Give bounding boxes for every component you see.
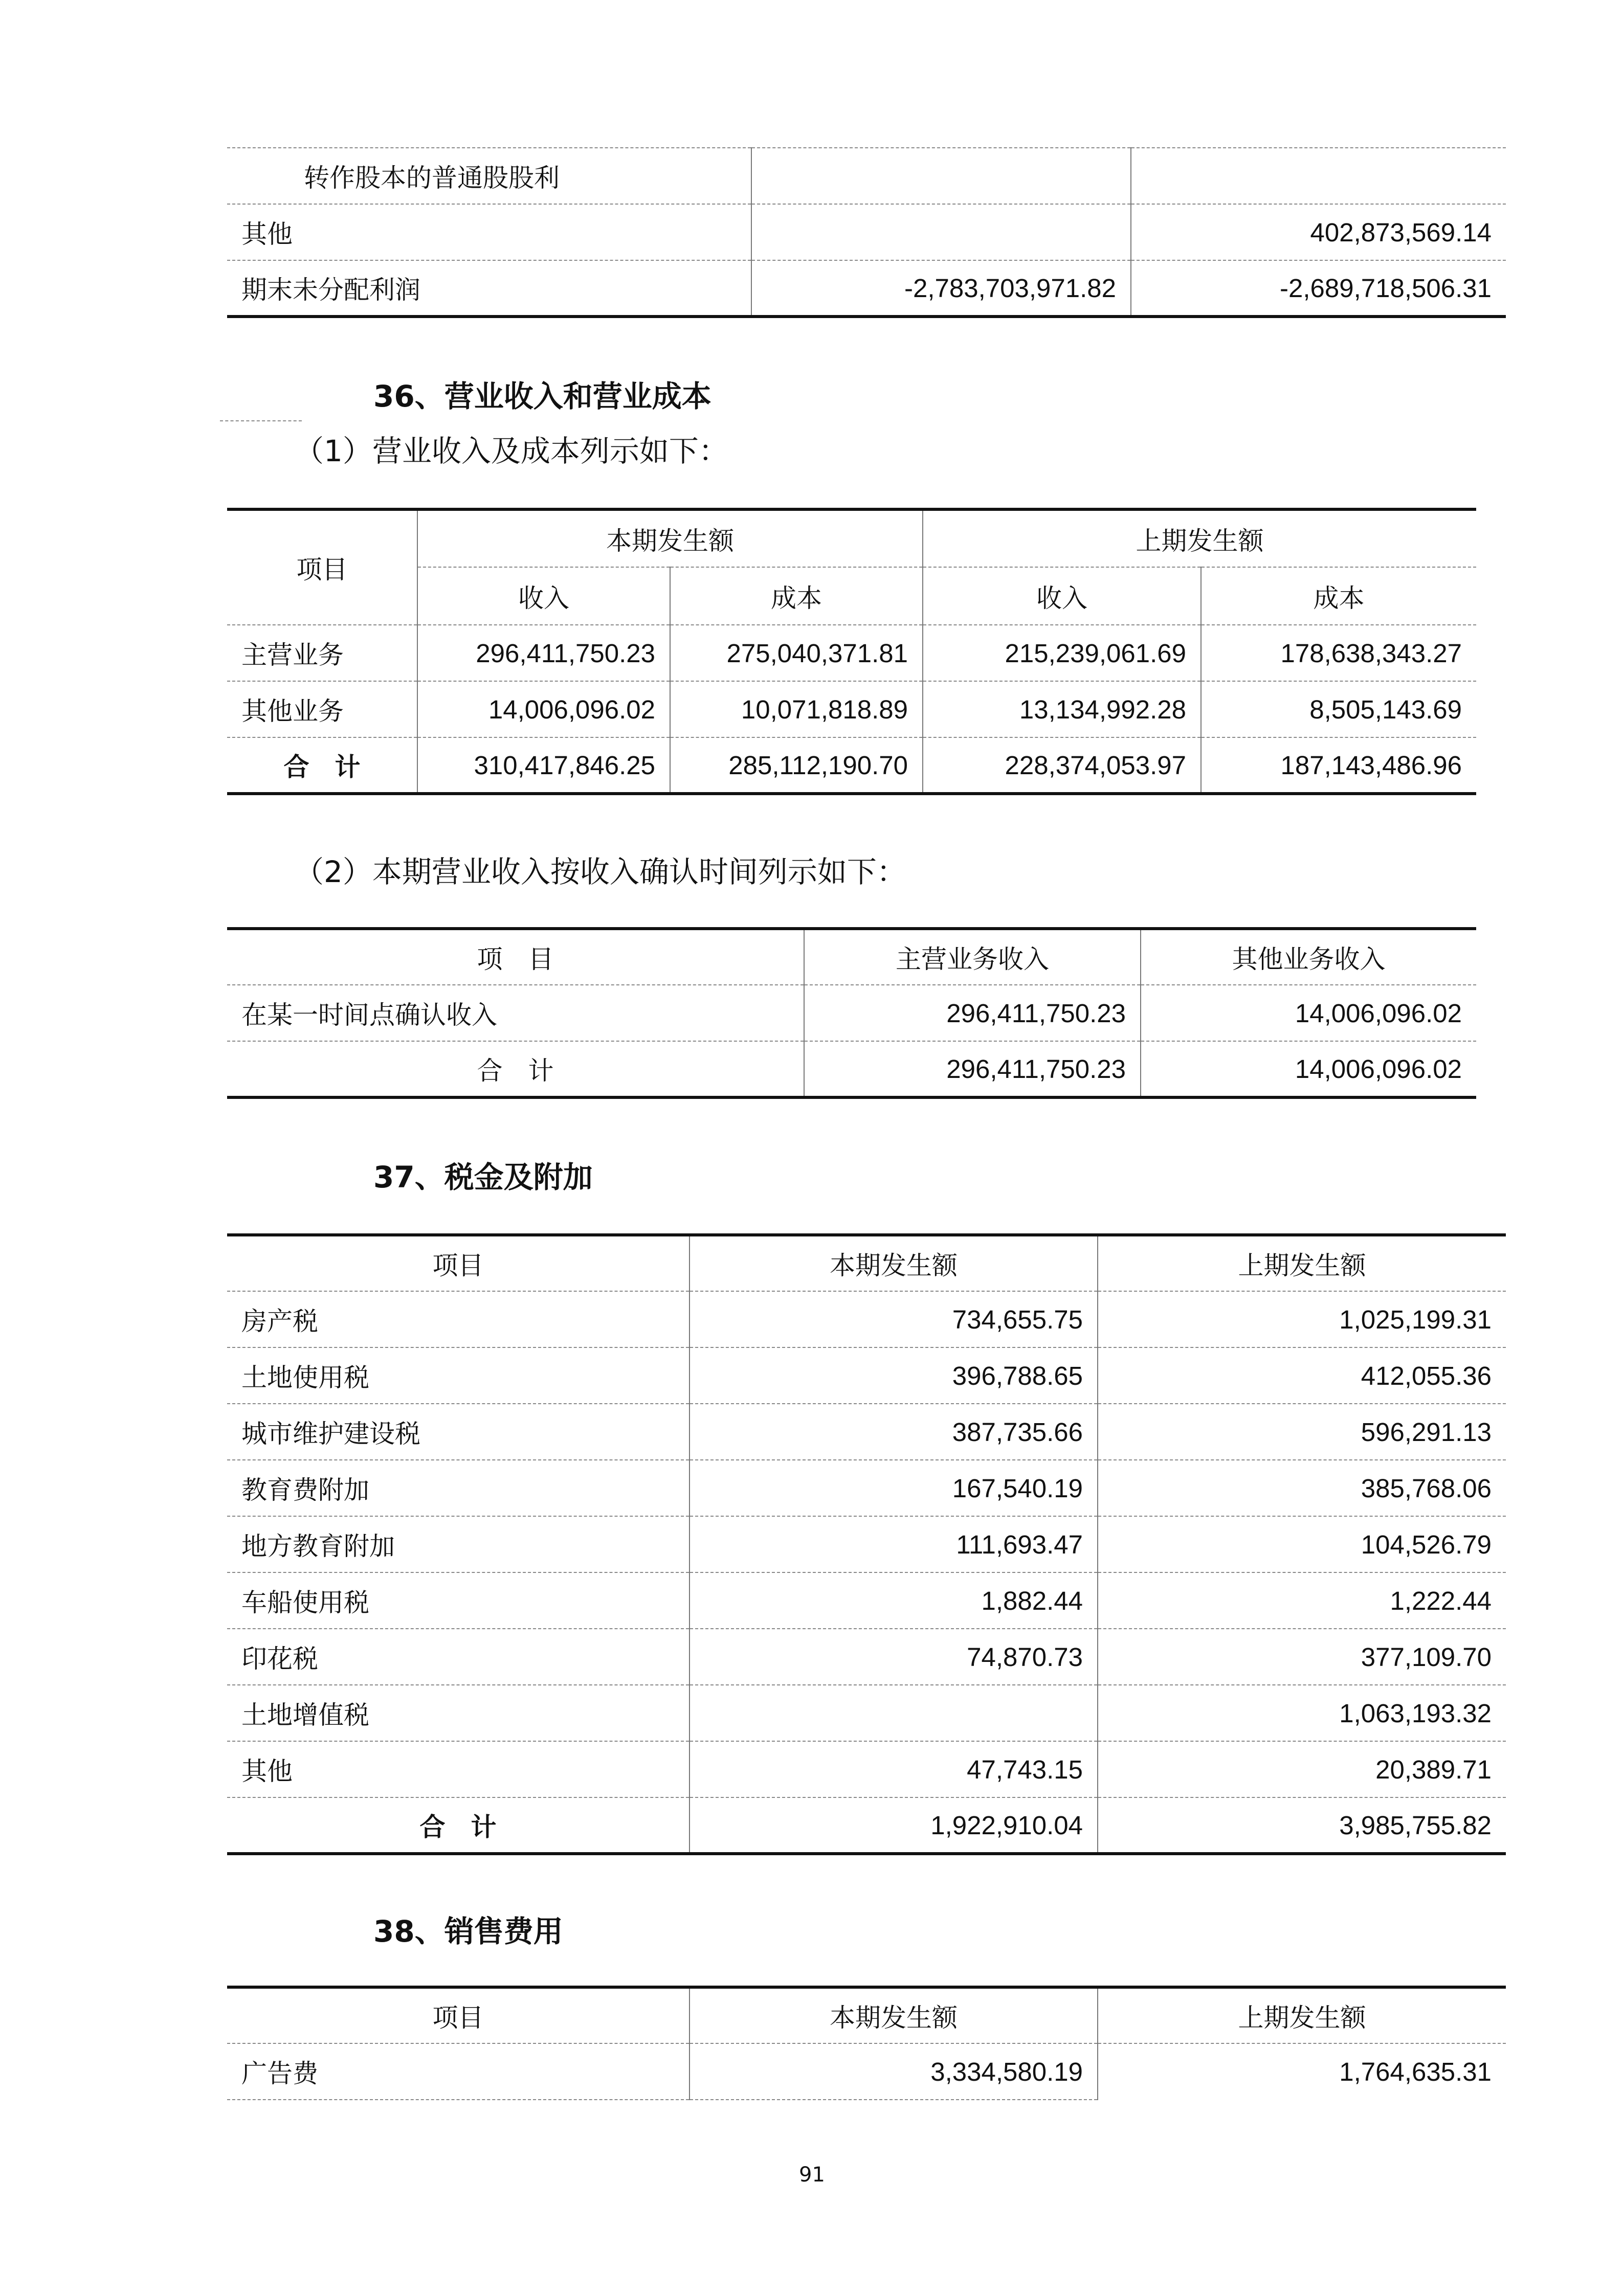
row-label-total: 合 计 — [227, 737, 417, 794]
row-label: 地方教育附加 — [227, 1516, 689, 1572]
previous-value: 1,025,199.31 — [1098, 1291, 1506, 1347]
current-value: 1,922,910.04 — [689, 1797, 1098, 1854]
row-label: 在某一时间点确认收入 — [227, 985, 804, 1041]
header-income: 收入 — [923, 567, 1201, 625]
other-value: 14,006,096.02 — [1141, 985, 1476, 1041]
revenue-timing-table — [227, 927, 1476, 1099]
header-item: 项目 — [227, 509, 417, 625]
previous-value: 402,873,569.14 — [1131, 204, 1506, 260]
current-value: -2,783,703,971.82 — [751, 260, 1131, 317]
header-current: 本期发生额 — [417, 509, 923, 567]
row-label: 土地使用税 — [227, 1347, 689, 1404]
previous-value: 3,985,755.82 — [1098, 1797, 1506, 1854]
row-label: 城市维护建设税 — [227, 1404, 689, 1460]
row-label: 其他业务 — [227, 681, 417, 737]
row-label: 期末未分配利润 — [227, 260, 751, 317]
cur-income: 14,006,096.02 — [417, 681, 670, 737]
row-label: 转作股本的普通股股利 — [227, 148, 751, 204]
other-value: 14,006,096.02 — [1141, 1041, 1476, 1097]
row-label: 印花税 — [227, 1629, 689, 1685]
header-previous: 上期发生额 — [1098, 1987, 1506, 2043]
cur-cost: 10,071,818.89 — [670, 681, 923, 737]
previous-value: 596,291.13 — [1098, 1404, 1506, 1460]
revenue-cost-table — [227, 508, 1476, 795]
current-value: 734,655.75 — [689, 1291, 1098, 1347]
row-label: 主营业务 — [227, 625, 417, 681]
prev-cost: 8,505,143.69 — [1201, 681, 1476, 737]
row-label: 土地增值税 — [227, 1685, 689, 1741]
previous-value: 104,526.79 — [1098, 1516, 1506, 1572]
current-value: 387,735.66 — [689, 1404, 1098, 1460]
row-label: 广告费 — [227, 2043, 689, 2100]
row-label: 房产税 — [227, 1291, 689, 1347]
prev-cost: 178,638,343.27 — [1201, 625, 1476, 681]
header-current: 本期发生额 — [689, 1987, 1098, 2043]
previous-value: -2,689,718,506.31 — [1131, 260, 1506, 317]
current-value — [751, 204, 1131, 260]
row-label: 其他 — [227, 1741, 689, 1797]
header-item: 项目 — [227, 1987, 689, 2043]
header-item: 项目 — [227, 1235, 689, 1291]
cur-income: 296,411,750.23 — [417, 625, 670, 681]
previous-value: 385,768.06 — [1098, 1460, 1506, 1516]
cur-income: 310,417,846.25 — [417, 737, 670, 794]
row-label-total: 合 计 — [227, 1797, 689, 1854]
header-current: 本期发生额 — [689, 1235, 1098, 1291]
prev-income: 13,134,992.28 — [923, 681, 1201, 737]
header-cost: 成本 — [1201, 567, 1476, 625]
header-cost: 成本 — [670, 567, 923, 625]
current-value: 3,334,580.19 — [689, 2043, 1098, 2100]
header-item: 项 目 — [227, 929, 804, 985]
prev-income: 215,239,061.69 — [923, 625, 1201, 681]
selling-expenses-table — [227, 1986, 1506, 2100]
header-previous: 上期发生额 — [923, 509, 1476, 567]
current-value: 396,788.65 — [689, 1347, 1098, 1404]
previous-value: 1,222.44 — [1098, 1572, 1506, 1629]
main-value: 296,411,750.23 — [804, 985, 1141, 1041]
previous-value: 1,764,635.31 — [1339, 2057, 1492, 2086]
cur-cost: 275,040,371.81 — [670, 625, 923, 681]
row-label: 车船使用税 — [227, 1572, 689, 1629]
retained-earnings-table — [227, 147, 1506, 318]
current-value: 111,693.47 — [689, 1516, 1098, 1572]
current-value — [689, 1685, 1098, 1741]
current-value: 1,882.44 — [689, 1572, 1098, 1629]
subheading-36-1: （1）营业收入及成本列示如下： — [294, 434, 728, 468]
previous-value: 20,389.71 — [1098, 1741, 1506, 1797]
prev-cost: 187,143,486.96 — [1201, 737, 1476, 794]
section-heading-36: 36、营业收入和营业成本 — [373, 379, 711, 414]
prev-income: 228,374,053.97 — [923, 737, 1201, 794]
header-income: 收入 — [417, 567, 670, 625]
current-value: 167,540.19 — [689, 1460, 1098, 1516]
section-heading-38: 38、销售费用 — [373, 1914, 563, 1949]
row-label: 教育费附加 — [227, 1460, 689, 1516]
current-value: 74,870.73 — [689, 1629, 1098, 1685]
subheading-36-2: （2）本期营业收入按收入确认时间列示如下： — [294, 854, 906, 889]
header-main: 主营业务收入 — [804, 929, 1141, 985]
previous-value — [1131, 148, 1506, 204]
divider — [220, 420, 302, 421]
row-label: 其他 — [227, 204, 751, 260]
previous-value: 1,063,193.32 — [1098, 1685, 1506, 1741]
header-other: 其他业务收入 — [1141, 929, 1476, 985]
current-value: 47,743.15 — [689, 1741, 1098, 1797]
page-number: 91 — [799, 2163, 825, 2187]
current-value — [751, 148, 1131, 204]
row-label-total: 合 计 — [227, 1041, 804, 1097]
taxes-surcharges-table — [227, 1233, 1506, 1855]
previous-value: 377,109.70 — [1098, 1629, 1506, 1685]
cur-cost: 285,112,190.70 — [670, 737, 923, 794]
header-previous: 上期发生额 — [1098, 1235, 1506, 1291]
section-heading-37: 37、税金及附加 — [373, 1160, 593, 1195]
previous-value: 412,055.36 — [1098, 1347, 1506, 1404]
main-value: 296,411,750.23 — [804, 1041, 1141, 1097]
